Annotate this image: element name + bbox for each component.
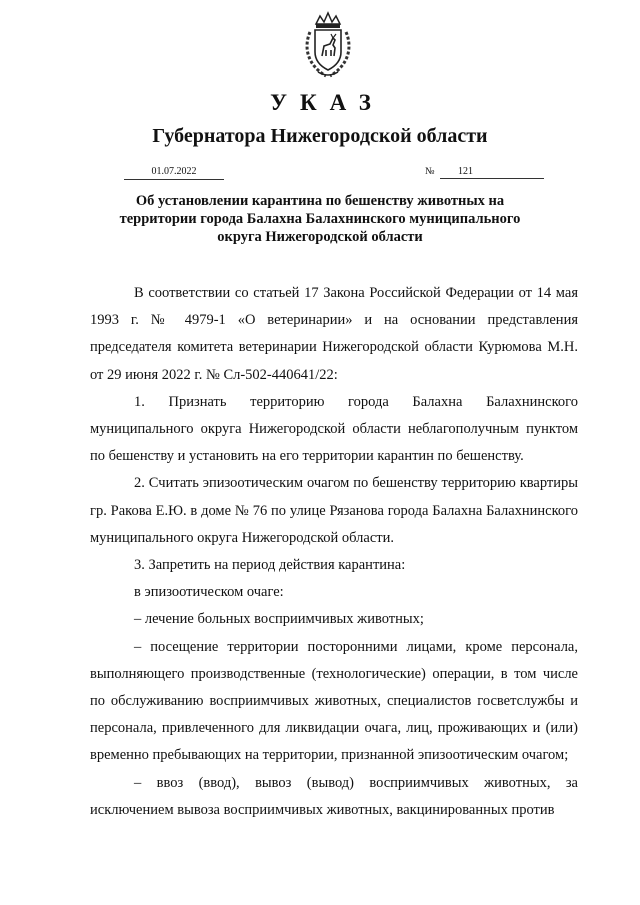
heading-line: округа Нижегородской области — [217, 229, 423, 245]
issuer-title: Губернатора Нижегородской области — [152, 125, 488, 147]
heading-line: Об установлении карантина по бешенству животных на — [135, 193, 505, 209]
bullet-paragraph: – посещение территории посторонними лицами, кроме персонала, выполняющего производственные (технологические) операции, в том числе по обслуживанию восприимчивых животных, специалистов госветслужбы и персонала, привлеченного для ликвидации очага, лиц, проживающих и (или) временно пребывающих на территории, признанной эпизоотическим очагом; — [90, 638, 578, 764]
item-2-paragraph: 2. Считать эпизоотическим очагом по бешенству территорию квартиры гр. Ракова Е.Ю. в доме № 76 по улице Рязанова города Балахна Балахнинского муниципального округа Нижегородской области. — [90, 475, 578, 546]
document-type-title: УКАЗ — [270, 90, 384, 115]
bullet-paragraph: – ввоз (ввод), вывоз (вывод) восприимчивых животных, за исключением вывоза восприимчивых животных, вакцинированных против — [90, 774, 578, 818]
document-heading — [100, 192, 540, 246]
bullet-paragraph: – лечение больных восприимчивых животных; — [134, 611, 424, 628]
number-sign: № — [425, 166, 435, 177]
document-date: 01.07.2022 — [124, 165, 224, 180]
coat-of-arms-emblem — [300, 10, 356, 80]
heading-line: территории города Балахна Балахнинского муниципального — [119, 211, 521, 227]
item-3-subheading: в эпизоотическом очаге: — [134, 584, 284, 601]
preamble-paragraph: В соответствии со статьей 17 Закона Российской Федерации от 14 мая 1993 г. № 4979-1 «О ветеринарии» и на основании представления председателя комитета ветеринарии Нижегородской области Курюмова М.Н. от 29 июня 2022 г. № Сл-502-440641/22: — [90, 285, 578, 383]
document-body — [90, 280, 578, 824]
item-3-paragraph: 3. Запретить на период действия карантина: — [134, 557, 406, 574]
document-number: 121 — [440, 165, 544, 179]
item-1-paragraph: 1. Признать территорию города Балахна Балахнинского муниципального округа Нижегородской области неблагополучным пунктом по бешенству и установить на его территории карантин по бешенству. — [90, 393, 578, 465]
